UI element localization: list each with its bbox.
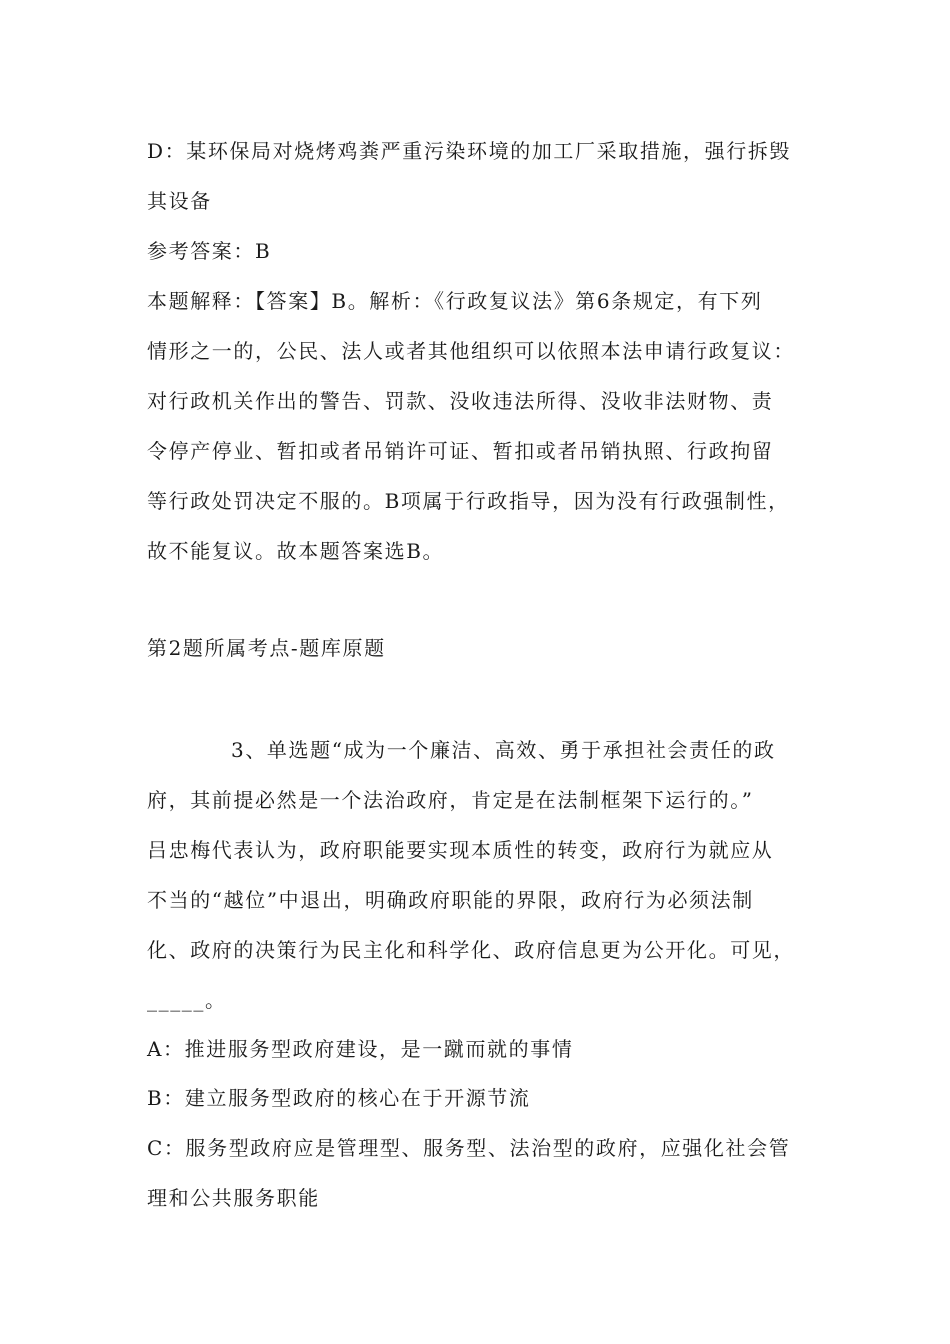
explanation-line: 等行政处罚决定不服的。B项属于行政指导，因为没有行政强制性， — [147, 489, 790, 513]
option-c-line-2: 理和公共服务职能 — [147, 1186, 320, 1210]
question-stem-line: 不当的“越位”中退出，明确政府职能的界限，政府行为必须法制 — [147, 888, 754, 912]
explanation-line: 对行政机关作出的警告、罚款、没收违法所得、没收非法财物、责 — [147, 389, 774, 413]
reference-answer: 参考答案：B — [147, 239, 272, 263]
option-d-line-1: D：某环保局对烧烤鸡粪严重污染环境的加工厂采取措施，强行拆毁 — [147, 139, 792, 163]
option-b: B：建立服务型政府的核心在于开源节流 — [147, 1086, 531, 1110]
option-d-line-2: 其设备 — [147, 189, 212, 213]
question-stem-line: 吕忠梅代表认为，政府职能要实现本质性的转变，政府行为就应从 — [147, 838, 774, 862]
explanation-line: 本题解释：【答案】B。解析：《行政复议法》第6条规定，有下列 — [147, 289, 763, 313]
question-stem-line: 府，其前提必然是一个法治政府，肯定是在法制框架下运行的。” — [147, 788, 754, 812]
question-stem-line: 3、单选题“成为一个廉洁、高效、勇于承担社会责任的政 — [231, 738, 776, 762]
option-c-line-1: C：服务型政府应是管理型、服务型、法治型的政府，应强化社会管 — [147, 1136, 791, 1160]
topic-note: 第2题所属考点-题库原题 — [147, 636, 386, 660]
explanation-line: 令停产停业、暂扣或者吊销许可证、暂扣或者吊销执照、行政拘留 — [147, 439, 774, 463]
question-blank-line: _____。 — [147, 988, 227, 1012]
option-a: A：推进服务型政府建设，是一蹴而就的事情 — [147, 1037, 574, 1061]
question-stem-line: 化、政府的决策行为民主化和科学化、政府信息更为公开化。可见， — [147, 938, 795, 962]
explanation-line: 情形之一的，公民、法人或者其他组织可以依照本法申请行政复议： — [147, 339, 795, 363]
explanation-line: 故不能复议。故本题答案选B。 — [147, 539, 445, 563]
